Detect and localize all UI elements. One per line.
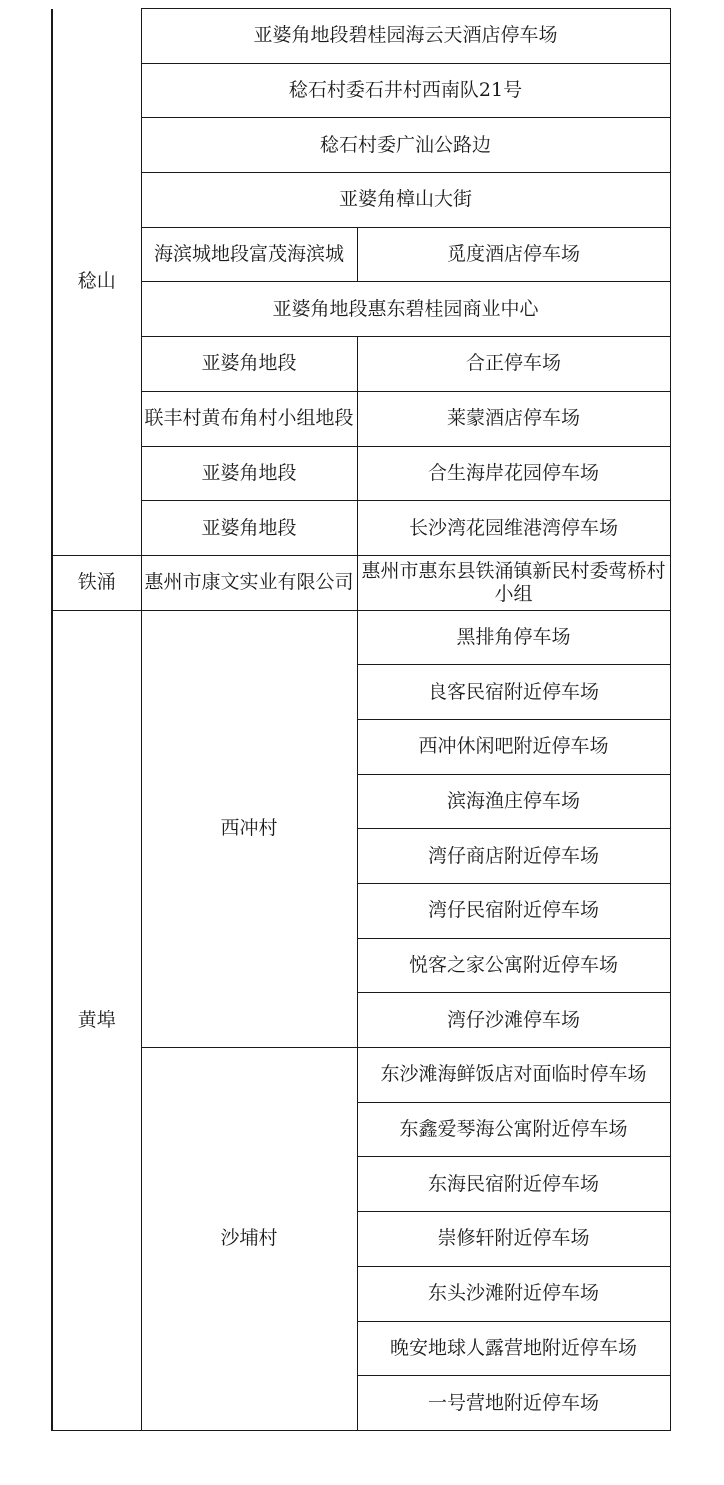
location-cell: 东头沙滩附近停车场 <box>357 1266 670 1321</box>
table-row <box>52 63 670 118</box>
table-row <box>52 118 670 173</box>
sub-area-cell: 惠州市康文实业有限公司 <box>141 555 357 610</box>
location-cell: 滨海渔庄停车场 <box>357 774 670 829</box>
location-cell: 晚安地球人露营地附近停车场 <box>357 1321 670 1376</box>
table-row <box>52 173 670 228</box>
location-cell: 东鑫爱琴海公寓附近停车场 <box>357 1102 670 1157</box>
location-cell: 悦客之家公寓附近停车场 <box>357 938 670 993</box>
location-cell: 东沙滩海鲜饭店对面临时停车场 <box>357 1048 670 1103</box>
location-cell: 湾仔商店附近停车场 <box>357 829 670 884</box>
location-cell: 惠州市惠东县铁涌镇新民村委莺桥村小组 <box>357 555 670 610</box>
sub-area-cell: 亚婆角地段 <box>141 337 357 392</box>
table-row <box>52 391 670 446</box>
location-cell: 一号营地附近停车场 <box>357 1376 670 1431</box>
table-row <box>52 1048 670 1103</box>
location-cell: 崇修轩附近停车场 <box>357 1212 670 1267</box>
village-cell-shapu: 沙埔村 <box>141 1048 357 1431</box>
location-cell: 亚婆角地段惠东碧桂园商业中心 <box>141 282 670 337</box>
table-row <box>52 501 670 556</box>
area-cell-tieyong: 铁涌 <box>52 555 141 610</box>
location-cell: 莱蒙酒店停车场 <box>357 391 670 446</box>
sub-area-cell: 联丰村黄布角村小组地段 <box>141 391 357 446</box>
sub-area-cell: 海滨城地段富茂海滨城 <box>141 227 357 282</box>
location-cell: 湾仔民宿附近停车场 <box>357 884 670 939</box>
location-cell: 稔石村委广汕公路边 <box>141 118 670 173</box>
location-cell: 合正停车场 <box>357 337 670 392</box>
location-cell: 黑排角停车场 <box>357 610 670 665</box>
table-row <box>52 9 670 64</box>
table-row <box>52 337 670 392</box>
area-cell-wenshan: 稔山 <box>52 9 141 556</box>
table-row <box>52 555 670 610</box>
area-cell-huangbu: 黄埠 <box>52 610 141 1430</box>
village-cell-xichong: 西冲村 <box>141 610 357 1048</box>
location-cell: 良客民宿附近停车场 <box>357 665 670 720</box>
table-row <box>52 610 670 665</box>
location-cell: 湾仔沙滩停车场 <box>357 993 670 1048</box>
sub-area-cell: 亚婆角地段 <box>141 446 357 501</box>
location-cell: 东海民宿附近停车场 <box>357 1157 670 1212</box>
location-cell: 稔石村委石井村西南队21号 <box>141 63 670 118</box>
table-row <box>52 282 670 337</box>
parking-table <box>51 8 671 1431</box>
location-cell: 长沙湾花园维港湾停车场 <box>357 501 670 556</box>
sub-area-cell: 亚婆角地段 <box>141 501 357 556</box>
table-row <box>52 227 670 282</box>
location-cell: 觅度酒店停车场 <box>357 227 670 282</box>
table-row <box>52 446 670 501</box>
location-cell: 亚婆角樟山大街 <box>141 173 670 228</box>
location-cell: 西冲休闲吧附近停车场 <box>357 719 670 774</box>
location-cell: 亚婆角地段碧桂园海云天酒店停车场 <box>141 9 670 64</box>
location-cell: 合生海岸花园停车场 <box>357 446 670 501</box>
